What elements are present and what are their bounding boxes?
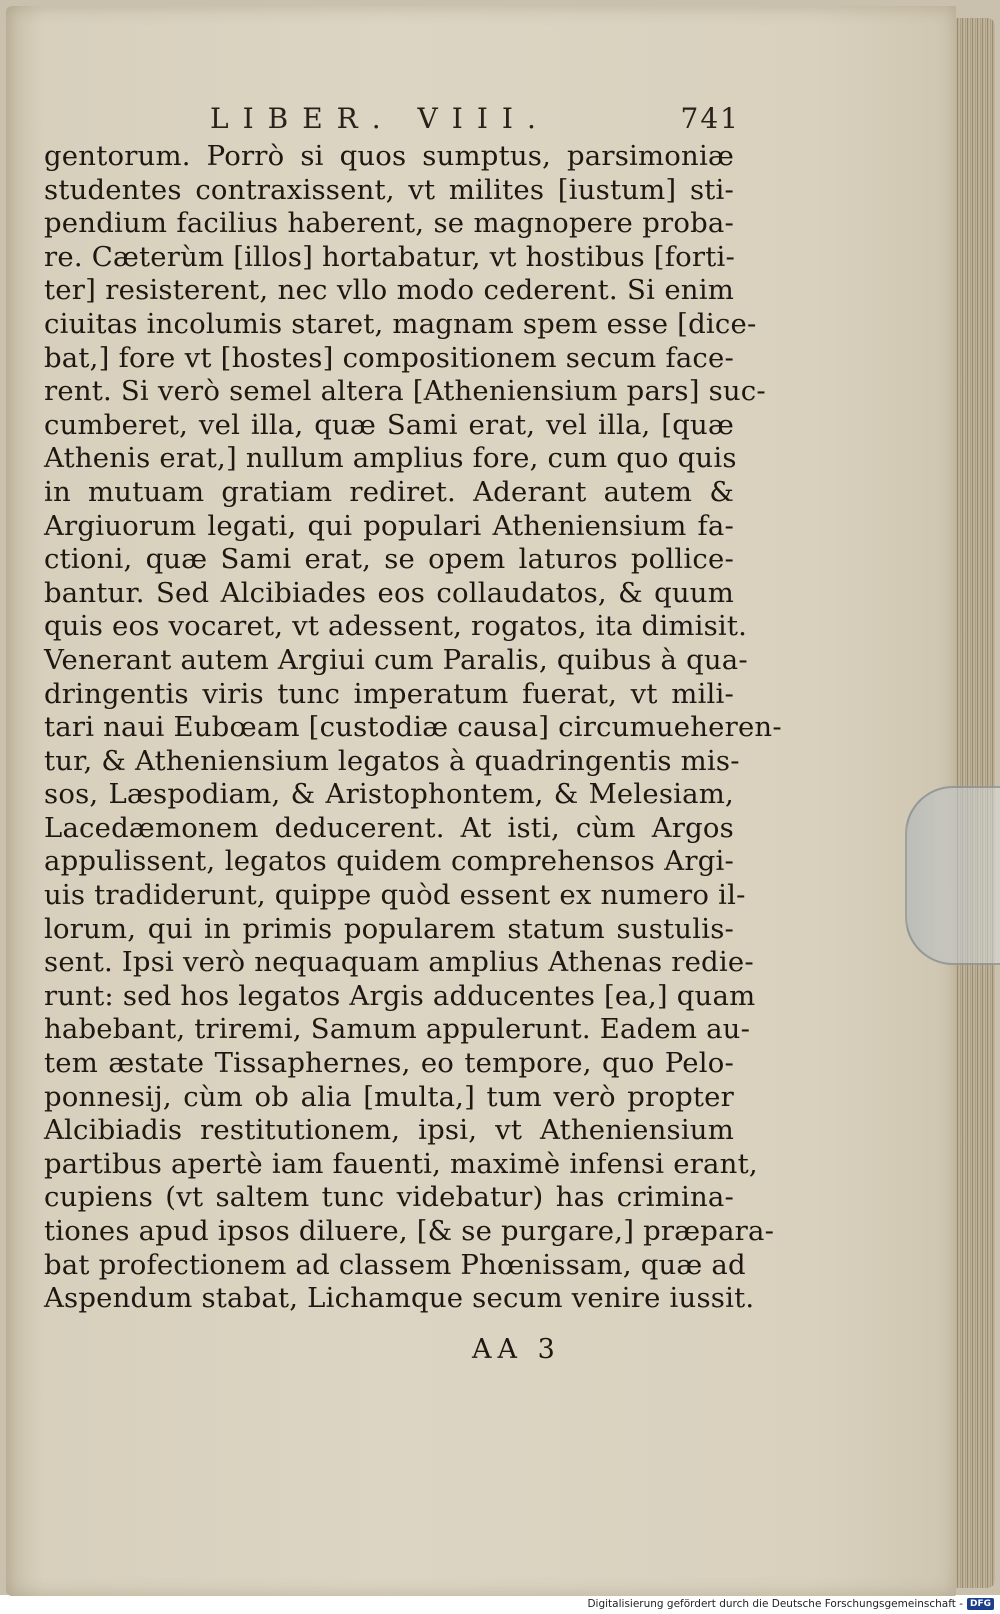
running-head-title: LIBER. VIII. <box>210 102 550 135</box>
text-line: ponnesij, cùm ob alia [multa,] tum verò propter <box>44 1080 734 1113</box>
text-line: bantur. Sed Alcibiades eos collaudatos, & quum <box>44 576 734 609</box>
dfg-logo: DFG <box>967 1598 994 1610</box>
text-line: tur, & Atheniensium legatos à quadringentis mis- <box>44 744 740 777</box>
text-line: pendium facilius haberent, se magnopere proba- <box>44 207 734 240</box>
text-line: Alcibiadis restitutionem, ipsi, vt Atheniensium <box>44 1114 734 1147</box>
page-clip <box>905 786 1000 965</box>
text-line: tiones apud ipsos diluere, [& se purgare,] præpara- <box>44 1215 775 1247</box>
signature-mark: AA 3 <box>472 1334 561 1365</box>
text-line: habebant, triremi, Samum appulerunt. Eadem au- <box>44 1013 751 1046</box>
text-line: ter] resisterent, nec vllo modo cederent. Si enim <box>44 274 734 307</box>
text-line: ctioni, quæ Sami erat, se opem laturos pollice- <box>44 543 734 576</box>
footer-credit: Digitalisierung gefördert durch die Deutsche Forschungsgemeinschaft - <box>587 1598 963 1610</box>
text-line: cupiens (vt saltem tunc videbatur) has crimina- <box>44 1181 734 1214</box>
text-line: partibus apertè iam fauenti, maximè infensi erant, <box>44 1147 758 1180</box>
text-line: tem æstate Tissaphernes, eo tempore, quo Pelo- <box>44 1047 734 1080</box>
text-line: Argiuorum legati, qui populari Atheniensium fa- <box>44 509 734 542</box>
text-line: Athenis erat,] nullum amplius fore, cum quo quis <box>44 442 737 475</box>
running-head <box>210 98 740 138</box>
footer <box>587 1596 994 1612</box>
text-line: gentorum. Porrò si quos sumptus, parsimoniæ <box>44 140 734 172</box>
text-line: ciuitas incolumis staret, magnam spem esse [dice- <box>44 307 757 340</box>
page-number: 741 <box>680 102 740 135</box>
text-line: in mutuam gratiam rediret. Aderant autem & <box>44 475 734 508</box>
text-line: bat profectionem ad classem Phœnissam, quæ ad <box>44 1248 746 1281</box>
text-line: dringentis viris tunc imperatum fuerat, vt mili- <box>44 677 734 710</box>
text-line: sent. Ipsi verò nequaquam amplius Athenas redie- <box>44 946 754 979</box>
text-line: sos, Læspodiam, & Aristophontem, & Melesiam, <box>44 778 734 811</box>
text-line: tari naui Eubœam [custodiæ causa] circumueheren- <box>44 711 782 744</box>
text-line: appulissent, legatos quidem comprehensos Argi- <box>44 845 734 878</box>
text-line: rent. Si verò semel altera [Atheniensium pars] suc- <box>44 375 766 408</box>
text-line: uis tradiderunt, quippe quòd essent ex numero il- <box>44 879 746 912</box>
text-line: studentes contraxissent, vt milites [iustum] sti- <box>44 173 734 206</box>
text-line: runt: sed hos legatos Argis adducentes [ea,] quam <box>44 979 756 1012</box>
text-line: cumberet, vel illa, quæ Sami erat, vel illa, [quæ <box>44 408 734 441</box>
text-line: quis eos vocaret, vt adessent, rogatos, ita dimisit. <box>44 610 748 643</box>
text-line: bat,] fore vt [hostes] compositionem secum face- <box>44 341 734 374</box>
text-line: lorum, qui in primis popularem statum sustulis- <box>44 912 734 945</box>
text-line: Venerant autem Argiui cum Paralis, quibus à qua- <box>44 643 748 676</box>
text-line: Lacedæmonem deducerent. At isti, cùm Argos <box>44 811 734 844</box>
text-line: re. Cæterùm [illos] hortabatur, vt hostibus [forti- <box>44 240 735 273</box>
body-text <box>44 140 782 1316</box>
text-line: Aspendum stabat, Lichamque secum venire iussit. <box>44 1282 755 1315</box>
